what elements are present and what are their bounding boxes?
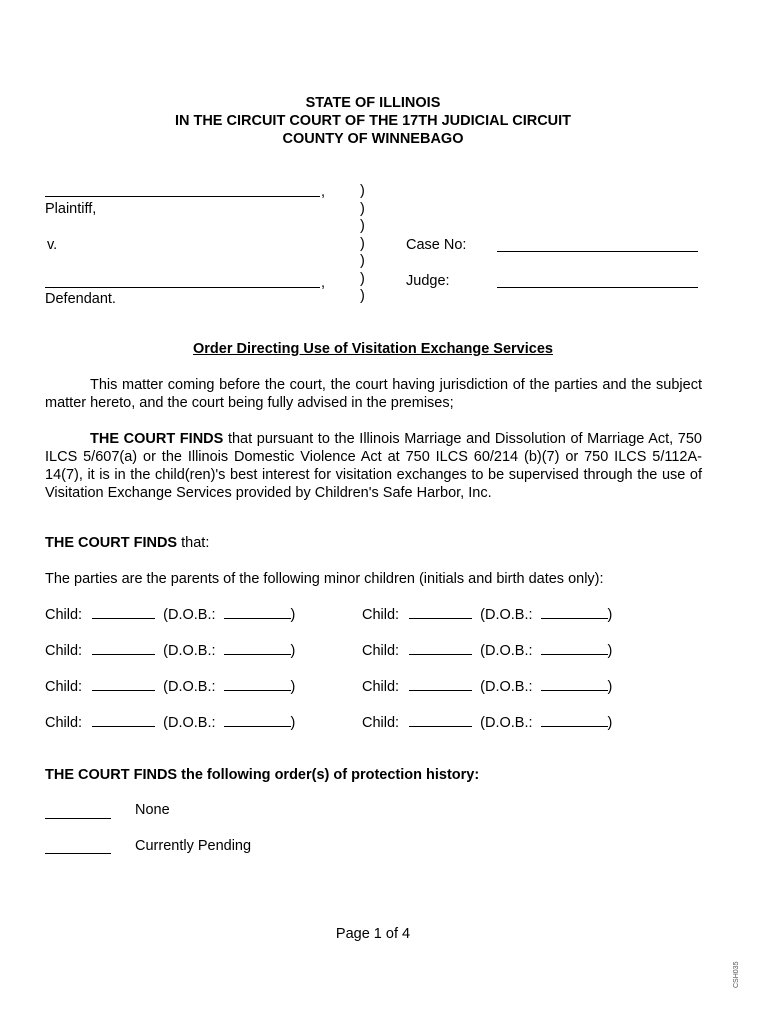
child-label: Child: [362, 607, 400, 623]
child-label: Child: [362, 643, 400, 659]
child-dob-field[interactable] [224, 606, 291, 619]
paragraph-jurisdiction [45, 376, 702, 412]
child-entry [362, 606, 612, 623]
child-entry [45, 714, 295, 731]
paren: ) [360, 183, 365, 199]
child-initials-field[interactable] [92, 678, 155, 691]
dob-label: (D.O.B.: [480, 715, 533, 731]
dob-close: ) [290, 679, 296, 695]
findings-heading [45, 535, 209, 551]
protection-pending-checkline[interactable] [45, 853, 111, 854]
defendant-comma: , [321, 275, 326, 291]
paren: ) [360, 253, 365, 269]
protection-option-pending: Currently Pending [135, 838, 252, 854]
order-title: Order Directing Use of Visitation Exchange Services [193, 341, 553, 357]
child-label: Child: [45, 715, 83, 731]
court-finds-lead: THE COURT FINDS [90, 431, 224, 447]
dob-close: ) [290, 643, 296, 659]
child-label: Child: [45, 643, 83, 659]
dob-close: ) [607, 607, 613, 623]
dob-close: ) [290, 607, 296, 623]
defendant-label: Defendant. [45, 291, 116, 307]
child-dob-field[interactable] [224, 642, 291, 655]
dob-close: ) [290, 715, 296, 731]
dob-close: ) [607, 643, 613, 659]
protection-heading: THE COURT FINDS the following order(s) of protection history: [45, 767, 480, 783]
child-label: Child: [362, 679, 400, 695]
child-dob-field[interactable] [224, 714, 291, 727]
dob-label: (D.O.B.: [480, 679, 533, 695]
protection-option-none: None [135, 802, 170, 818]
child-label: Child: [45, 679, 83, 695]
dob-close: ) [607, 679, 613, 695]
paragraph-court-finds [45, 430, 702, 502]
child-initials-field[interactable] [92, 714, 155, 727]
dob-label: (D.O.B.: [163, 715, 216, 731]
child-dob-field[interactable] [541, 606, 608, 619]
child-dob-field[interactable] [541, 714, 608, 727]
child-initials-field[interactable] [409, 642, 472, 655]
child-initials-field[interactable] [409, 678, 472, 691]
plaintiff-label: Plaintiff, [45, 201, 97, 217]
case-no-field[interactable] [497, 251, 698, 252]
child-entry [362, 642, 612, 659]
paren: ) [360, 200, 365, 217]
dob-label: (D.O.B.: [163, 679, 216, 695]
findings-heading-lead: THE COURT FINDS [45, 535, 178, 551]
paren: ) [360, 235, 365, 252]
judge-label: Judge: [406, 273, 450, 289]
child-entry [45, 606, 295, 623]
case-no-label: Case No: [406, 237, 467, 253]
child-entry [45, 678, 295, 695]
children-intro: The parties are the parents of the following minor children (initials and birth dates only): [45, 571, 604, 587]
paren: ) [360, 288, 365, 304]
header-court: IN THE CIRCUIT COURT OF THE 17TH JUDICIAL CIRCUIT [174, 113, 572, 129]
versus-label: v. [47, 237, 58, 253]
findings-heading-rest: that: [177, 535, 210, 551]
paren: ) [360, 270, 365, 287]
child-entry [362, 678, 612, 695]
header-county: COUNTY OF WINNEBAGO [282, 131, 464, 147]
child-dob-field[interactable] [541, 678, 608, 691]
child-initials-field[interactable] [409, 714, 472, 727]
dob-label: (D.O.B.: [480, 643, 533, 659]
child-dob-field[interactable] [224, 678, 291, 691]
dob-label: (D.O.B.: [480, 607, 533, 623]
child-initials-field[interactable] [409, 606, 472, 619]
child-label: Child: [362, 715, 400, 731]
caption-parentheses [360, 183, 365, 306]
plaintiff-comma: , [321, 184, 326, 200]
court-finds-body: that pursuant to the Illinois Marriage and Dissolution of Marriage Act, 750 ILCS 5/607(a) or the Illinois Domestic Violence Act at 750 ILCS 60/214 (b)(7) or 750 ILCS 5/112A-14(7), it is in the child(ren)'s best interest for visitation exchanges to be supervised through the use of Visitation Exchange Services provided by Children's Safe Harbor, Inc. [45, 431, 702, 501]
child-entry [362, 714, 612, 731]
form-code: CSH035 [733, 961, 740, 988]
child-entry [45, 642, 295, 659]
child-initials-field[interactable] [92, 642, 155, 655]
child-dob-field[interactable] [541, 642, 608, 655]
child-label: Child: [45, 607, 83, 623]
header-state: STATE OF ILLINOIS [305, 95, 441, 111]
protection-none-checkline[interactable] [45, 818, 111, 819]
dob-close: ) [607, 715, 613, 731]
defendant-name-line[interactable] [45, 287, 320, 288]
court-header [0, 94, 746, 148]
judge-field[interactable] [497, 287, 698, 288]
child-initials-field[interactable] [92, 606, 155, 619]
dob-label: (D.O.B.: [163, 607, 216, 623]
plaintiff-name-line[interactable] [45, 196, 320, 197]
page-number: Page 1 of 4 [335, 926, 411, 942]
paren: ) [360, 218, 365, 234]
paragraph-jurisdiction-text: This matter coming before the court, the court having jurisdiction of the parties and the subject matter hereto, and the court being fully advised in the premises; [45, 377, 702, 411]
dob-label: (D.O.B.: [163, 643, 216, 659]
